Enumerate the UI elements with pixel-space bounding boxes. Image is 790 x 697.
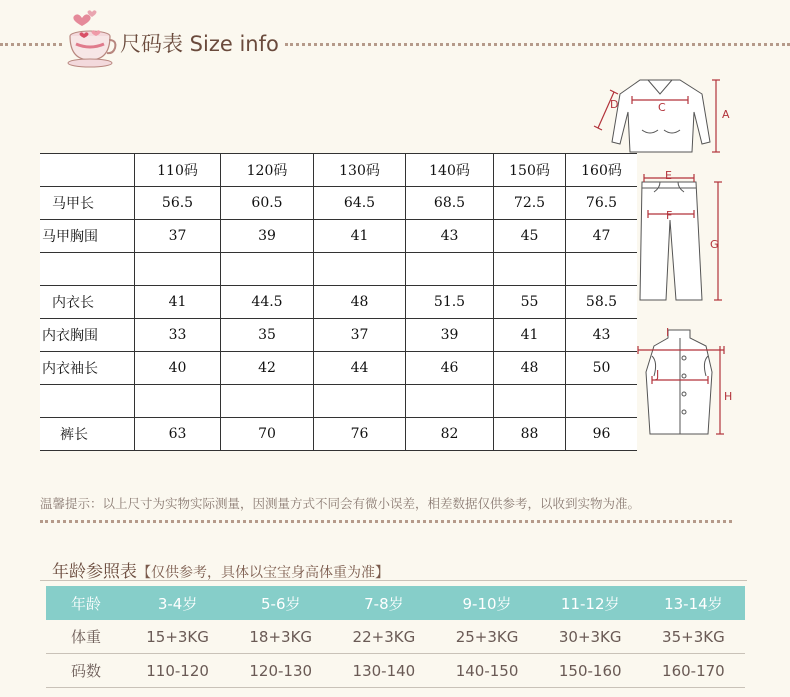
age-table-title <box>52 557 389 582</box>
table-cell: 160-170 <box>642 654 745 688</box>
header-divider-right <box>285 43 790 46</box>
table-row <box>40 319 637 352</box>
table-cell: 11-12岁 <box>539 586 642 620</box>
table-cell: 39 <box>406 319 494 352</box>
table-cell: 22+3KG <box>332 620 435 654</box>
table-cell: 88 <box>494 418 566 451</box>
table-cell: 25+3KG <box>435 620 538 654</box>
row-label: 内衣长 <box>40 286 135 319</box>
table-cell: 47 <box>566 220 638 253</box>
table-cell: 35 <box>221 319 314 352</box>
table-cell: 50 <box>566 352 638 385</box>
table-cell: 58.5 <box>566 286 638 319</box>
table-cell <box>566 385 638 418</box>
table-cell: 72.5 <box>494 187 566 220</box>
shirt-diagram <box>592 72 732 160</box>
pants-diagram <box>632 170 732 310</box>
table-cell: 体重 <box>46 620 126 654</box>
measure-label-h: H <box>724 390 733 403</box>
table-cell: 55 <box>494 286 566 319</box>
table-cell: 18+3KG <box>229 620 332 654</box>
table-cell <box>406 385 494 418</box>
measure-label-g: G <box>710 238 719 251</box>
size-table-header-cell: 140码 <box>406 154 494 187</box>
table-cell: 48 <box>494 352 566 385</box>
table-cell: 码数 <box>46 654 126 688</box>
table-cell: 51.5 <box>406 286 494 319</box>
table-cell: 43 <box>566 319 638 352</box>
table-cell: 70 <box>221 418 314 451</box>
table-cell: 43 <box>406 220 494 253</box>
table-cell: 3-4岁 <box>126 586 229 620</box>
table-row-spacer <box>40 385 637 418</box>
measure-label-c: C <box>658 101 666 114</box>
table-cell: 44.5 <box>221 286 314 319</box>
measure-label-a: A <box>722 108 730 121</box>
header-divider-left <box>0 43 62 46</box>
size-table-header-cell <box>40 154 135 187</box>
age-table-subtitle: 【仅供参考，具体以宝宝身高体重为准】 <box>137 565 389 581</box>
table-cell <box>314 253 406 286</box>
table-cell: 年龄 <box>46 586 126 620</box>
table-cell: 82 <box>406 418 494 451</box>
size-table-header-cell: 120码 <box>221 154 314 187</box>
table-cell: 150-160 <box>539 654 642 688</box>
table-cell: 40 <box>135 352 221 385</box>
table-cell <box>135 385 221 418</box>
row-label: 马甲胸围 <box>40 220 135 253</box>
table-cell: 110-120 <box>126 654 229 688</box>
table-cell: 15+3KG <box>126 620 229 654</box>
measurement-notice: 温馨提示：以上尺寸为实物实际测量，因测量方式不同会有微小误差，相差数据仅供参考，以收到实物为准。 <box>40 496 641 511</box>
age-table-header-row <box>46 586 745 620</box>
table-cell <box>406 253 494 286</box>
table-row <box>40 187 637 220</box>
table-cell: 96 <box>566 418 638 451</box>
measure-label-i: I <box>666 326 670 339</box>
table-cell: 41 <box>314 220 406 253</box>
table-cell: 68.5 <box>406 187 494 220</box>
table-row <box>40 418 637 451</box>
table-row <box>46 620 745 654</box>
table-cell: 5-6岁 <box>229 586 332 620</box>
table-cell <box>221 385 314 418</box>
table-cell: 45 <box>494 220 566 253</box>
table-cell <box>40 385 135 418</box>
table-cell: 76.5 <box>566 187 638 220</box>
table-cell: 56.5 <box>135 187 221 220</box>
table-cell: 60.5 <box>221 187 314 220</box>
measure-label-e: E <box>665 170 672 182</box>
table-cell <box>314 385 406 418</box>
measure-label-f: F <box>666 209 673 222</box>
table-cell <box>566 253 638 286</box>
row-label: 内衣胸围 <box>40 319 135 352</box>
table-cell: 42 <box>221 352 314 385</box>
table-cell: 120-130 <box>229 654 332 688</box>
table-cell <box>135 253 221 286</box>
table-cell: 48 <box>314 286 406 319</box>
table-cell: 30+3KG <box>539 620 642 654</box>
size-table-header-row <box>40 154 637 187</box>
table-cell: 76 <box>314 418 406 451</box>
table-cell: 37 <box>314 319 406 352</box>
table-cell: 35+3KG <box>642 620 745 654</box>
size-table-header-cell: 110码 <box>135 154 221 187</box>
row-label: 裤长 <box>40 418 135 451</box>
measure-label-d: D <box>610 98 619 111</box>
table-row <box>46 654 745 688</box>
table-cell: 140-150 <box>435 654 538 688</box>
table-cell: 46 <box>406 352 494 385</box>
table-cell: 64.5 <box>314 187 406 220</box>
row-label: 马甲长 <box>40 187 135 220</box>
table-cell: 7-8岁 <box>332 586 435 620</box>
table-cell: 44 <box>314 352 406 385</box>
measure-label-j: J <box>656 368 660 381</box>
size-table-header-cell: 160码 <box>566 154 638 187</box>
size-table-header-cell: 150码 <box>494 154 566 187</box>
table-row <box>40 286 637 319</box>
table-cell: 33 <box>135 319 221 352</box>
size-table-header-cell: 130码 <box>314 154 406 187</box>
table-row <box>40 352 637 385</box>
table-cell: 39 <box>221 220 314 253</box>
table-cell: 41 <box>135 286 221 319</box>
age-title-underline <box>40 580 747 581</box>
row-label: 内衣袖长 <box>40 352 135 385</box>
size-table <box>40 153 637 451</box>
table-cell: 9-10岁 <box>435 586 538 620</box>
table-cell: 63 <box>135 418 221 451</box>
age-reference-table <box>46 586 745 688</box>
table-cell <box>221 253 314 286</box>
table-cell <box>494 253 566 286</box>
table-cell: 13-14岁 <box>642 586 745 620</box>
table-cell <box>494 385 566 418</box>
table-row <box>40 220 637 253</box>
table-cell <box>40 253 135 286</box>
age-table-heading: 年龄参照表 <box>52 562 137 582</box>
table-cell: 130-140 <box>332 654 435 688</box>
table-cell: 41 <box>494 319 566 352</box>
notice-divider <box>40 520 732 523</box>
table-row-spacer <box>40 253 637 286</box>
page-title: 尺码表 Size info <box>120 32 279 56</box>
table-cell: 37 <box>135 220 221 253</box>
vest-diagram <box>632 322 742 442</box>
coffee-cup-hearts-icon <box>62 10 118 70</box>
